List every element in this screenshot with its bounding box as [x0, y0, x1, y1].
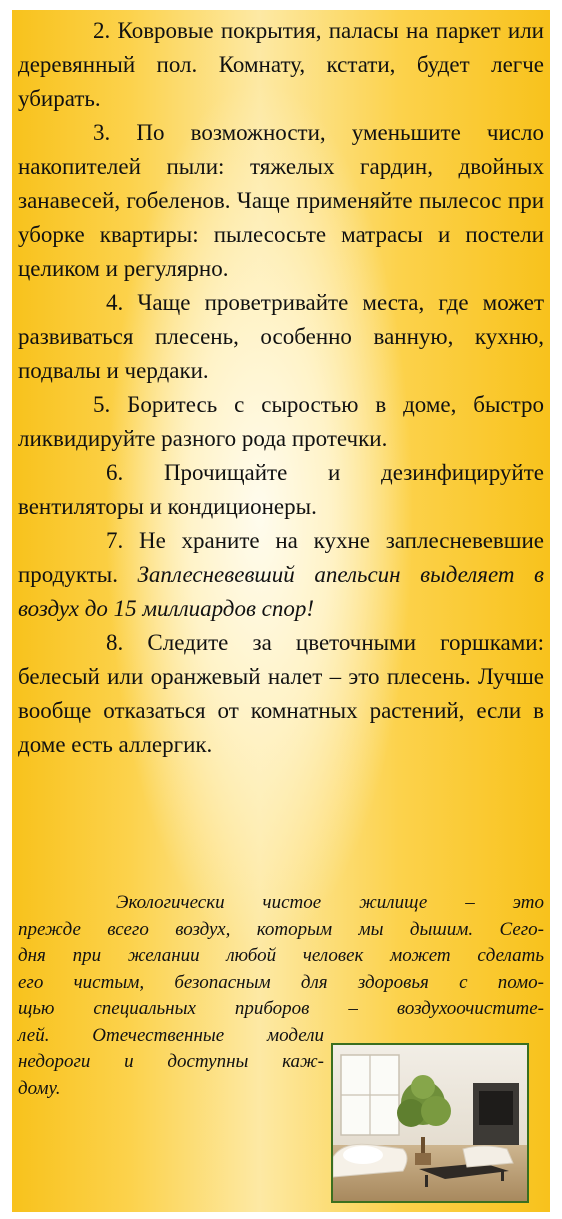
footer-line-3: дня при желании любой человек может сделать	[18, 945, 544, 966]
paragraph-7	[18, 524, 544, 626]
article-body	[18, 14, 544, 762]
living-room-photo	[331, 1043, 529, 1203]
footer-line-6: лей. Отечественные модели	[18, 1024, 324, 1046]
footer-line-8: дому.	[18, 1077, 61, 1099]
paragraph-5: 5. Боритесь с сыростью в доме, быстро ликвидируйте разного рода протечки.	[18, 392, 544, 451]
paragraph-7-text: 7. Не храните на кухне заплесневевшие продукты.	[18, 528, 544, 587]
yellow-panel	[12, 10, 550, 1212]
footer-line-1: Экологически чистое жилище – это	[116, 892, 544, 913]
paragraph-6: 6. Прочищайте и дезинфицируйте вентиляторы и кондиционеры.	[18, 460, 544, 519]
footer-line-2: прежде всего воздух, которым мы дышим. Сего-	[18, 918, 544, 940]
paragraph-3: 3. По возможности, уменьшите число накопителей пыли: тяжелых гардин, двойных занавесей, гобеленов. Чаще применяйте пылесос при уборке квартиры: пылесосьте матрасы и постели целиком и регулярно.	[18, 120, 544, 281]
footer-line-5: щью специальных приборов – воздухоочистите-	[18, 998, 544, 1019]
paragraph-2: 2. Ковровые покрытия, паласы на паркет или деревянный пол. Комнату, кстати, будет легче убирать.	[18, 18, 544, 111]
paragraph-7-emphasis: Заплесневевший апельсин выделяет в воздух до 15 миллиардов спор!	[18, 562, 545, 621]
footer-line-7: недороги и доступны каж-	[18, 1051, 324, 1072]
paragraph-4: 4. Чаще проветривайте места, где может развиваться плесень, особенно ванную, кухню, подвалы и чердаки.	[18, 290, 544, 383]
paragraph-8: 8. Следите за цветочными горшками: белесый или оранжевый налет – это плесень. Лучше вообще отказаться от комнатных растений, если в доме есть аллергик.	[18, 630, 544, 757]
footer-line-4: его чистым, безопасным для здоровья с помо-	[18, 971, 544, 993]
living-room-illustration	[333, 1045, 527, 1201]
